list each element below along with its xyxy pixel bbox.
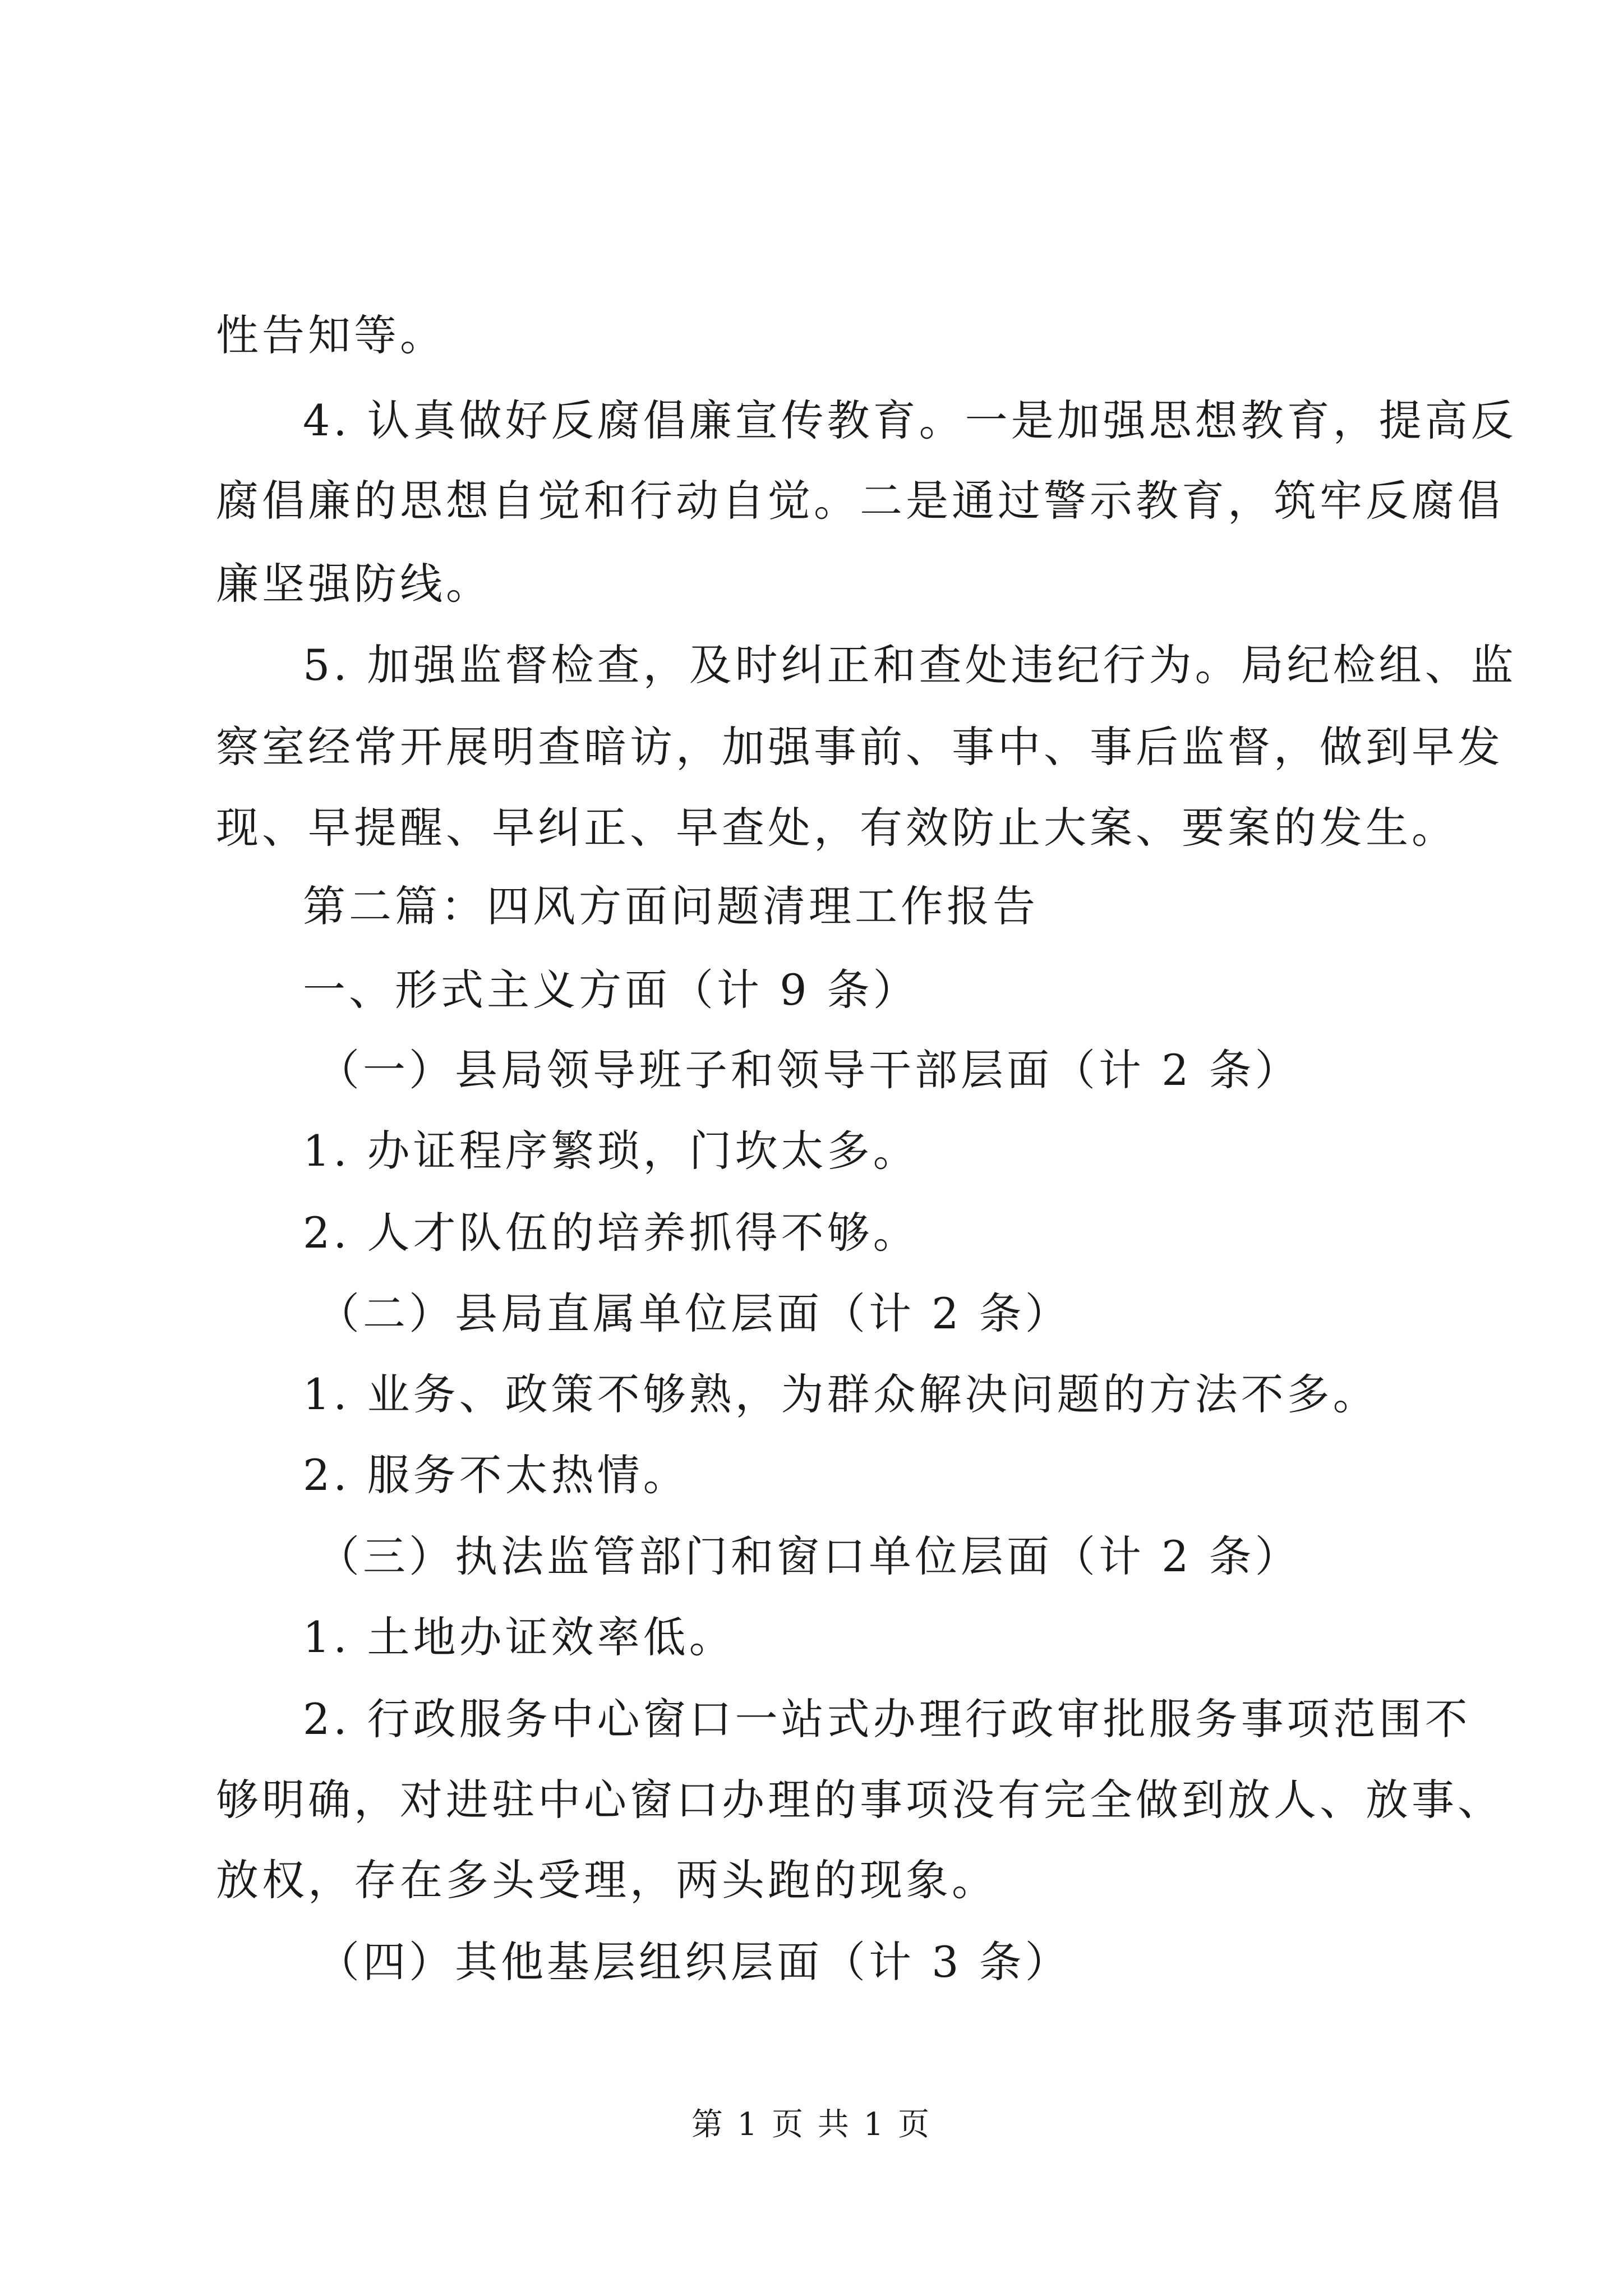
paragraph-line: 现、早提醒、早纠正、早查处，有效防止大案、要案的发生。 <box>216 803 1458 853</box>
paragraph-line: 腐倡廉的思想自觉和行动自觉。二是通过警示教育，筑牢反腐倡 <box>216 476 1504 526</box>
subsection-heading: （二）县局直属单位层面（计 2 条） <box>317 1289 1071 1338</box>
subsection-heading: （一）县局领导班子和领导干部层面（计 2 条） <box>317 1045 1301 1095</box>
list-item: 2. 人才队伍的培养抓得不够。 <box>303 1208 919 1258</box>
paragraph-line: 够明确，对进驻中心窗口办理的事项没有完全做到放人、放事、 <box>216 1775 1504 1825</box>
list-item: 1. 办证程序繁琐，门坎太多。 <box>303 1126 919 1176</box>
list-item: 1. 业务、政策不够熟，为群众解决问题的方法不多。 <box>303 1369 1379 1419</box>
list-item: 2. 行政服务中心窗口一站式办理行政审批服务事项范围不 <box>303 1694 1471 1744</box>
section-heading: 第二篇：四风方面问题清理工作报告 <box>303 881 1039 931</box>
page-number-footer: 第 1 页 共 1 页 <box>691 2106 932 2143</box>
paragraph-line: 性告知等。 <box>216 310 446 360</box>
list-item: 1. 土地办证效率低。 <box>303 1612 735 1662</box>
paragraph-line: 廉坚强防线。 <box>216 559 492 609</box>
subsection-heading: （三）执法监管部门和窗口单位层面（计 2 条） <box>317 1531 1301 1581</box>
subsection-heading: （四）其他基层组织层面（计 3 条） <box>317 1937 1071 1987</box>
paragraph-line: 5. 加强监督检查，及时纠正和查处违纪行为。局纪检组、监 <box>303 640 1517 690</box>
list-item: 2. 服务不太热情。 <box>303 1450 689 1500</box>
paragraph-line: 4. 认真做好反腐倡廉宣传教育。一是加强思想教育，提高反 <box>303 395 1517 445</box>
paragraph-line: 察室经常开展明查暗访，加强事前、事中、事后监督，做到早发 <box>216 722 1504 772</box>
section-heading: 一、形式主义方面（计 9 条） <box>303 965 919 1015</box>
paragraph-line: 放权，存在多头受理，两头跑的现象。 <box>216 1855 998 1905</box>
